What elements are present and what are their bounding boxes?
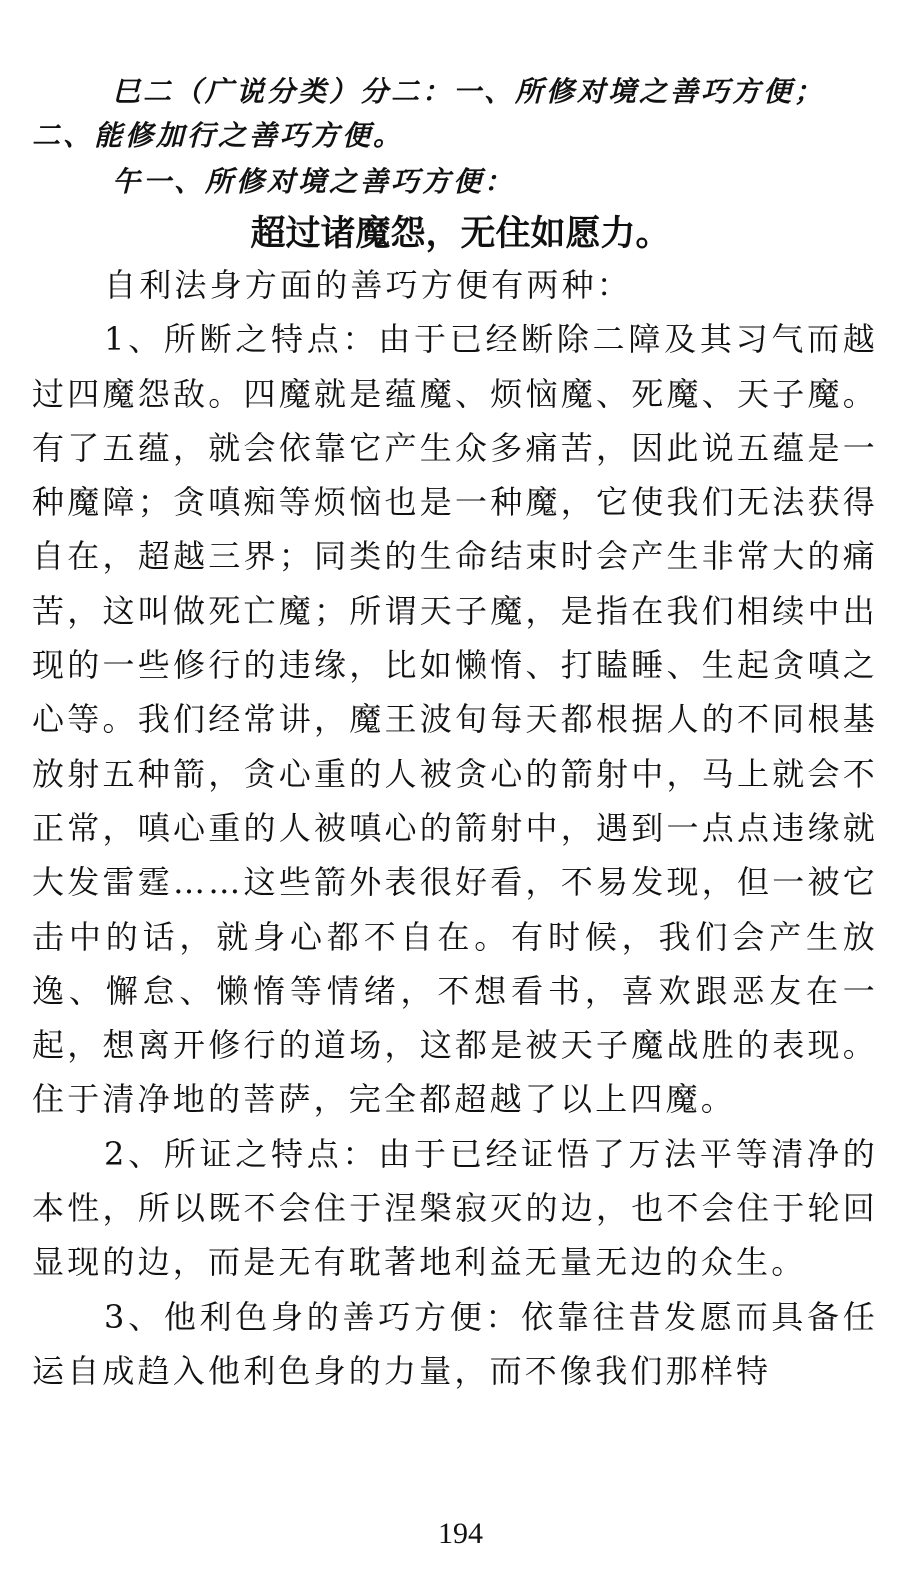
paragraph-point-1: 1、所断之特点：由于已经断除二障及其习气而越过四魔怨敌。四魔就是蕴魔、烦恼魔、死魔、天子魔。有了五蕴，就会依靠它产生众多痛苦，因此说五蕴是一种魔障；贪嗔痴等烦恼也是一种魔，它使我们无法获得自在，超越三界；同类的生命结束时会产生非常大的痛苦，这叫做死亡魔；所谓天子魔，是指在我们相续中出现的一些修行的违缘，比如懒惰、打瞌睡、生起贪嗔之心等。我们经常讲，魔王波旬每天都根据人的不同根基放射五种箭，贪心重的人被贪心的箭射中，马上就会不正常，嗔心重的人被嗔心的箭射中，遇到一点点违缘就大发雷霆……这些箭外表很好看，不易发现，但一被它击中的话，就身心都不自在。有时候，我们会产生放逸、懈怠、懒惰等情绪，不想看书，喜欢跟恶友在一起，想离开修行的道场，这都是被天子魔战胜的表现。住于清净地的菩萨，完全都超越了以上四魔。 — [32, 320, 878, 1119]
root-verse: 超过诸魔怨，无住如愿力。 — [250, 213, 671, 254]
paragraph-intro: 自利法身方面的善巧方便有两种： — [104, 266, 633, 304]
page-number: 194 — [438, 1517, 483, 1550]
paragraph-point-3: 3、他利色身的善巧方便：依靠往昔发愿而具备任运自成趋入他利色身的力量，而不像我们那样特 — [32, 1297, 878, 1390]
subsection-heading: 午一、所修对境之善巧方便： — [112, 165, 516, 198]
body-text — [32, 258, 878, 1398]
paragraph-point-2: 2、所证之特点：由于已经证悟了万法平等清净的本性，所以既不会住于涅槃寂灭的边，也不会住于轮回显现的边，而是无有耽著地利益无量无边的众生。 — [32, 1134, 878, 1282]
section-heading: 巳二（广说分类）分二：一、所修对境之善巧方便；二、能修加行之善巧方便。 — [32, 75, 826, 152]
